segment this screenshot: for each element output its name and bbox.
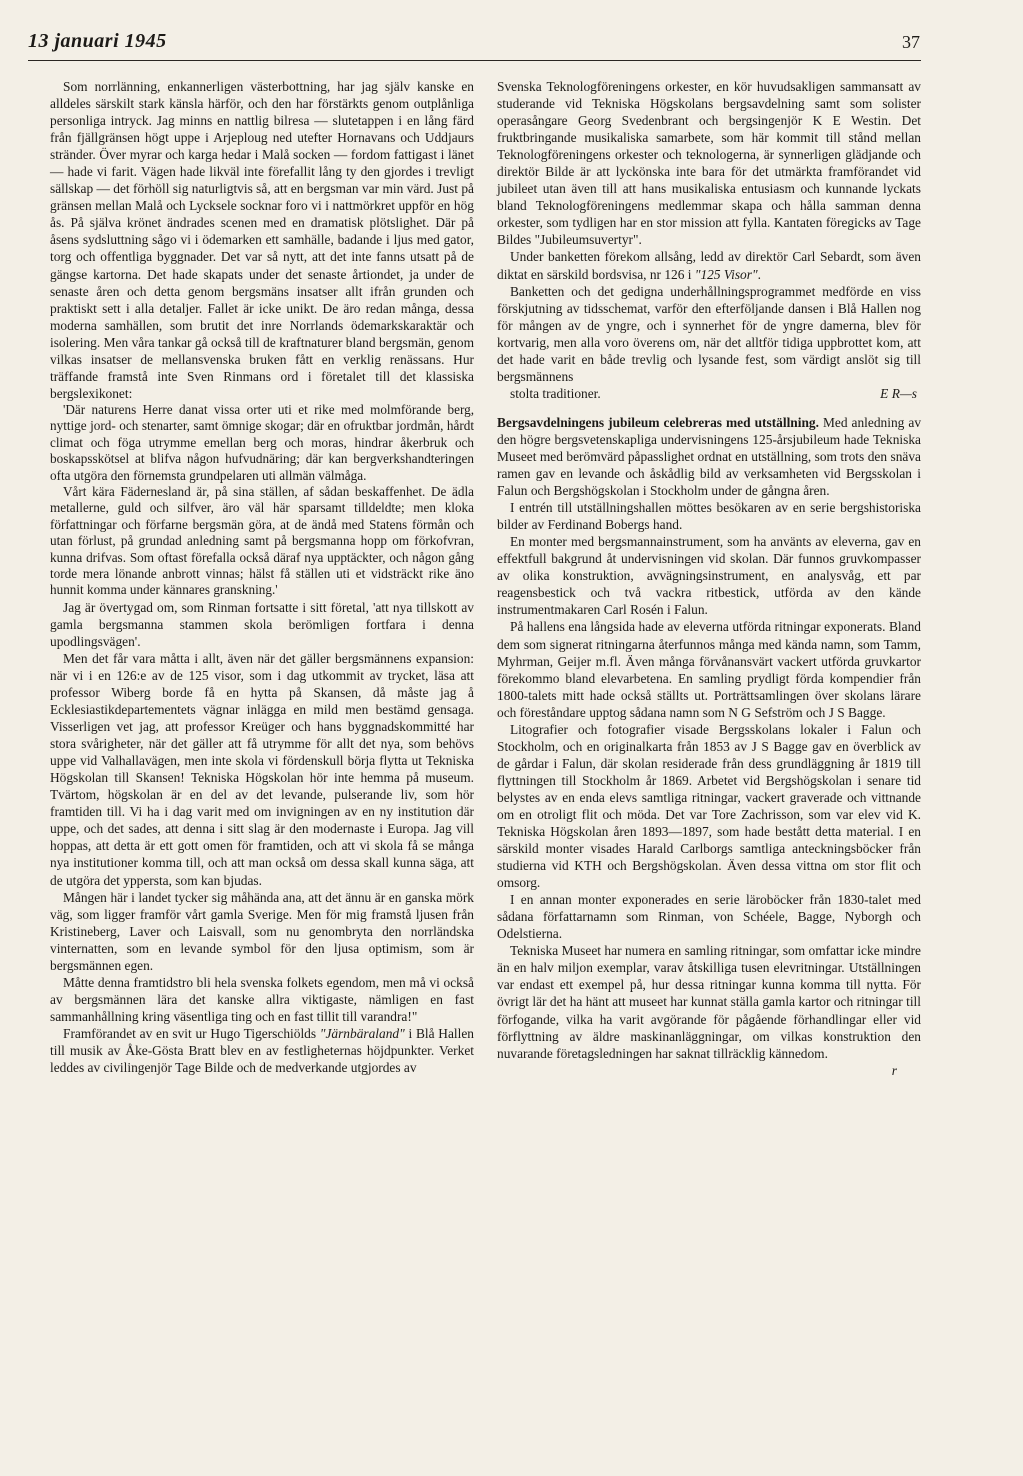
author-signature: E R—s [880, 385, 917, 401]
text-run: Med anledning av den högre bergsvetenskapliga undervisningens 125-årsjubileum hade Tekniska Museet med berömvärd påpasslighet ordnat en utställning, som trots den snäva ramen gav en levande och åskådlig bild av verksamheten vid Bergsskolan i Falun och Bergshögskolan i Stockholm under de gångna åren. [497, 414, 922, 499]
text-run: Framförandet av en svit ur Hugo Tigerschiölds [63, 1025, 320, 1041]
quote-paragraph: 'Där naturens Herre danat vissa orter uti et rike med molmförande berg, nyttige jord- och stenarter, samt ömnige skogar; där en ofruktbar jordmån, hårdt climat och föga utrymme emellan berg och moras, hindrar åkerbruk och boskapsskötsel at blifva någon hufvudnäring; där kan bergverkshandteringen ofta utgöra den förnemsta grundpelaren uti allmän välmåga. [50, 401, 474, 483]
section-paragraph [497, 414, 921, 499]
paragraph: Banketten och det gedigna underhållningsprogrammet medförde en viss förskjutning av tidsschemat, varför den efterföljande dansen i Blå Hallen nog för mången av de yngre, och i synnerhet för de yngre damerna, blev för kortvarig, men alla voro överens om, när det alltför tidiga uppbrottet kom, att det hade varit en både trevlig och lysande fest, som värdigt anslöt sig till bergsmännens [497, 283, 921, 384]
paragraph: I en annan monter exponerades en serie läroböcker från 1830-talet med sådana författarnamn som Rinman, von Schéele, Bagge, Nyborgh och Odelstierna. [497, 892, 921, 942]
paragraph: Tekniska Museet har numera en samling ritningar, som omfattar icke mindre än en halv miljon exemplar, varav åtskilliga tusen elevritningar. Utställningen var endast ett exempel på, hur dessa ritningar kunna komma till nytta. För övrigt lär det ha hänt att museet har kunnat ställa gamla kartor och ritningar till förfogande, vilka ha varit avgörande för pågående förhandlingar eller vid förflyttning av äldre maskinanläggningar, om vilkas konstruktion den nuvarande företagsledningen har saknat tillräcklig kännedom. [497, 943, 921, 1061]
text-run: stolta traditioner. [510, 385, 601, 401]
author-signature: r [891, 1062, 897, 1078]
paragraph: I entrén till utställningshallen möttes besökaren av en serie bergshistoriska bilder av Ferdinand Bobergs hand. [497, 500, 921, 533]
paragraph: Mången här i landet tycker sig måhända ana, att det ännu är en ganska mörk väg, som ligger framför vårt gamla Sverige. Men för mig framstå ljusen från Kristineberg, Laver och Laisvall, som nu genombryta den norrländska vinternatten, som en levande symbol för den ljusa optimism, som är bergsmännen egen. [50, 889, 474, 973]
paragraph: Jag är övertygad om, som Rinman fortsatte i sitt företal, 'att nya tillskott av gamla bergsmanna stammen skola berömligen fortfara i denna upodlingsvägen'. [50, 599, 474, 649]
paragraph: På hallens ena långsida hade av eleverna utförda ritningar exponerats. Bland dem som signerat ritningarna återfunnos många med kända namn, som Tamm, Myhrman, Geijer m.fl. Även många förvånansvärt vackert utförda gruvkartor förekommo bland elevarbetena. En samling prydligt förda kompendier från 1800-talets mitt hade också ställts ut. Porträttsamlingen över skolans lärare och föreståndare upptog sådana namn som N G Sefström och J S Bagge. [497, 619, 921, 720]
page-number: 37 [902, 32, 920, 52]
paragraph: Måtte denna framtidstro bli hela svenska folkets egendom, men må vi också av bergsmännen lära det kanske allra viktigaste, nämligen en fast sammanhållning kring väsentliga ting och en fast tillit till varandra!" [50, 974, 474, 1024]
issue-date: 13 januari 1945 [28, 30, 167, 52]
text-run: i Blå Hallen till musik av Åke-Gösta Bratt blev en av festligheternas höjdpunkter. Verket leddes av civilingenjör Tage Bilde och de medverkande utgjordes av [50, 1025, 474, 1076]
paragraph: Litografier och fotografier visade Bergsskolans lokaler i Falun och Stockholm, och en originalkarta från 1853 av J S Bagge gav en överblick av de gårdar i Falun, där skolan residerade från dess grundläggning år 1819 till flyttningen till Stockholm år 1869. Arbetet vid Bergshögskolan i senare tid belystes av en enda elevs samtliga ritningar, vackert graverade och vittnande om en otroligt flit och möda. Det var Tore Zachrisson, som var elev vid K. Tekniska Högskolan åren 1893—1897, som hade bestått detta material. I en särskild monter visades Harald Carlborgs samtliga anteckningsböcker från studierna vid KTH och Bergshögskolan. Även dessa vittna om stor flit och omsorg. [497, 721, 921, 891]
page-header [28, 30, 920, 56]
quote-paragraph: Vårt kära Fädernesland är, på sina ställen, af sådan beskaffenhet. De ädla metallerne, guld och silfver, äro väl här sparsamt tilldeldte; men kloka författningar och förfarne bergsmän göra, at de ändå med Statens förmån och utan förlust, på grundad anledning samt på bergsmanna hopp om förkofvran, kunna drifvas. Som oftast förefalla också däraf nya upptäckter, och någon gång torde mera lönande anbrott vinnas; hälst få ställen uti et vidsträckt rike äno hunnit komma under kännares granskning.' [50, 483, 474, 598]
work-title: "125 Visor" [694, 266, 758, 282]
text-run: . [757, 266, 761, 282]
paragraph: Svenska Teknologföreningens orkester, en kör huvudsakligen sammansatt av studerande vid Tekniska Högskolans bergsavdelning samt som solister operasångare Georg Svedenbrant och bergsingenjör K E Westin. Det fruktbringande musikaliska samarbete, som här kommit till stånd mellan Teknologföreningens orkester och teknologerna, är synnerligen glädjande och direktör Bilde är att lyckönska inte bara för det utmärkta framförandet vid jubileet utan även till att hans musikaliska entusiasm och kunnande lyckats bland Teknologföreningens medlemmar skapa och hålla samman denna orkester, som tydligen har en stor mission att fylla. Kantaten föregicks av Tage Bildes "Jubileumsuvertyr". [497, 79, 921, 248]
paragraph: Som norrlänning, enkannerligen västerbottning, har jag själv kanske en alldeles särskilt stark känsla härför, och den har förstärkts genom outplånliga personliga intryck. Jag minns en nattlig bilresa — slutetappen i en lång färd från fjällgränsen högt uppe i Arjeploug ned utefter Hornavans och Uddjaurs stränder. Över myrar och karga hedar i Malå socken — fordom fattigast i länet — hade vi farit. Vägen hade likväl inte förefallit lång ty den gjordes i trevligt sällskap — det förhöll sig naturligtvis så, att en bergsman var min värd. Just på gränsen mellan Malå och Lycksele socknar foro vi i nattmörkret uppför en hög ås. På själva krönet ändrades scenen med en dramatisk plötslighet. Där på åsens sydsluttning sågo vi i ödemarken ett samhälle, badande i ljus med gator, torg och offentliga byggnader. Det var så nytt, att det inte fanns utsatt på de gängse kartorna. Det hade skapats under det senaste årtiondet, ja under de senaste åren och detta genom bergsmäns insatser allt ifrån grunden och praktiskt sett i alla detaljer. Fallet är icke unikt. De äro redan många, dessa moderna samhällen, som brutit det inre Norrlands ödemarkskaraktär och isolering. Men våra tankar gå också till de kraftnaturer bland bergsmän, genom vilkas insatser de mellansvenska bruken fått en verklig renässans. Hur träffande framstå inte Sven Rinmans ord i företalet till det klassiska bergslexikonet: [50, 79, 474, 401]
work-title: "Järnbäraland" [319, 1025, 405, 1041]
signature-line [497, 385, 921, 402]
paragraph: En monter med bergsmannainstrument, som ha använts av eleverna, gav en effektfull bakgrund åt undervisningen vid skolan. Där funnos gruvkompasser av olika konstruktion, avvägningsinstrument, en analysvåg, ett par reagensbestick och två vackra ritbestick, utförda av den kände instrumentmakaren Carl Rosén i Falun. [497, 534, 921, 618]
left-column [50, 78, 474, 1076]
paragraph [50, 1025, 474, 1076]
paragraph: Men det får vara måtta i allt, även när det gäller bergsmännens expansion: när vi i en 126:e av de 125 visor, som i dag utkommit av trycket, läsa att professor Wiberg borde få en hytta på Skansen, då måste jag å Ecklesiastikdepartementets vägnar inlägga en mild men bestämd gensaga. Visserligen vet jag, att professor Kreüger och hans byggnadskommitté har stora svårigheter, när det gäller att få utrymme för allt det nya, som behövs uppe vid Valhallavägen, men inte skola vi fördenskull börja flytta ut Tekniska Högskolan till Skansen! Tekniska Högskolan hör inte hemma på museum. Tvärtom, högskolan är en del av det levande, pulserande liv, som hör framtiden till. Vi ha i dag varit med om invigningen av en ny institution där uppe, och det sades, att denna i sitt slag är den modernaste i Europa. Jag vill hoppas, att detta är ett gott omen för framtiden, och att vi skola få se många nya institutioner komma till, och att man också om dessa skall kunna säga, att de utgöra det yppersta, som kan bjudas. [50, 650, 474, 888]
header-rule [28, 60, 921, 61]
text-run: Under banketten förekom allsång, ledd av direktör Carl Sebardt, som även diktat en särskild bordsvisa, nr 126 i [497, 249, 921, 282]
paragraph [497, 248, 921, 282]
section-heading: Bergsavdelningens jubileum celebreras med utställning. [497, 414, 819, 430]
right-column [497, 78, 921, 1079]
